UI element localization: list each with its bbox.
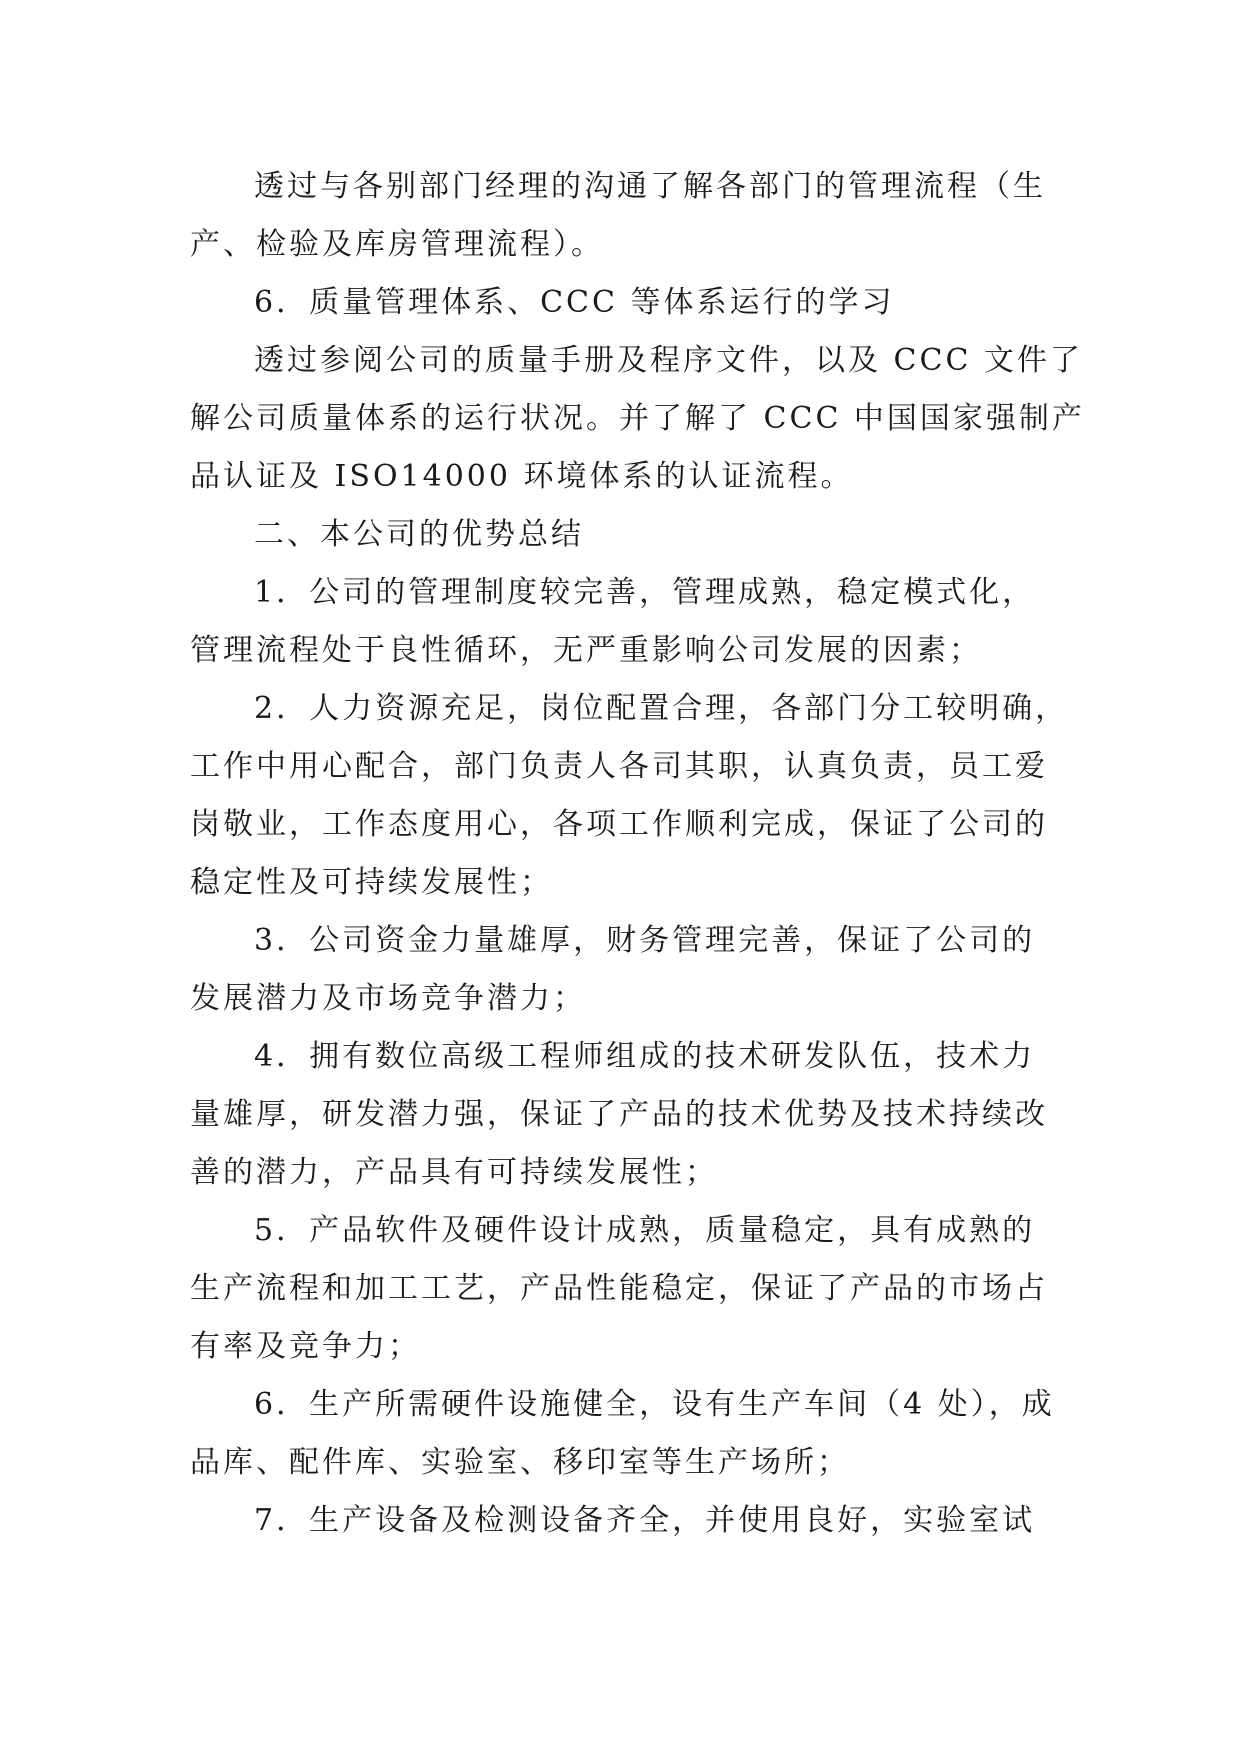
list-item-line: 1．公司的管理制度较完善，管理成熟，稳定模式化， xyxy=(254,575,1036,610)
list-item-line: 量雄厚，研发潜力强，保证了产品的技术优势及技术持续改 xyxy=(190,1097,1048,1132)
list-item-line: 管理流程处于良性循环，无严重影响公司发展的因素； xyxy=(190,633,982,668)
list-item-line: 发展潜力及市场竞争潜力； xyxy=(190,981,586,1016)
list-item-line: 善的潜力，产品具有可持续发展性； xyxy=(190,1155,718,1190)
section-heading: 6．质量管理体系、CCC 等体系运行的学习 xyxy=(254,285,895,320)
document-body xyxy=(190,158,1085,1550)
paragraph-line: 品认证及 ISO14000 环境体系的认证流程。 xyxy=(190,459,854,494)
list-item-line: 5．产品软件及硬件设计成熟，质量稳定，具有成熟的 xyxy=(254,1213,1036,1248)
list-item-line: 品库、配件库、实验室、移印室等生产场所； xyxy=(190,1445,850,1480)
paragraph-line: 透过参阅公司的质量手册及程序文件，以及 CCC 文件了 xyxy=(254,343,1083,378)
list-item-line: 工作中用心配合，部门负责人各司其职，认真负责，员工爱 xyxy=(190,749,1048,784)
list-item-line: 6．生产所需硬件设施健全，设有生产车间（4 处），成 xyxy=(254,1387,1055,1422)
list-item-line: 3．公司资金力量雄厚，财务管理完善，保证了公司的 xyxy=(254,923,1036,958)
list-item-line: 2．人力资源充足，岗位配置合理，各部门分工较明确， xyxy=(254,691,1069,726)
list-item-line: 7．生产设备及检测设备齐全，并使用良好，实验室试 xyxy=(254,1503,1036,1538)
paragraph-line: 透过与各别部门经理的沟通了解各部门的管理流程（生 xyxy=(254,169,1046,204)
paragraph-line: 解公司质量体系的运行状况。并了解了 CCC 中国国家强制产 xyxy=(190,401,1085,436)
list-item-line: 稳定性及可持续发展性； xyxy=(190,865,553,900)
list-item-line: 岗敬业，工作态度用心，各项工作顺利完成，保证了公司的 xyxy=(190,807,1048,842)
section-heading: 二、本公司的优势总结 xyxy=(254,517,584,552)
paragraph-line: 产、检验及库房管理流程）。 xyxy=(190,227,604,262)
list-item-line: 4．拥有数位高级工程师组成的技术研发队伍，技术力 xyxy=(254,1039,1036,1074)
list-item-line: 生产流程和加工工艺，产品性能稳定，保证了产品的市场占 xyxy=(190,1271,1048,1306)
list-item-line: 有率及竞争力； xyxy=(190,1329,421,1364)
